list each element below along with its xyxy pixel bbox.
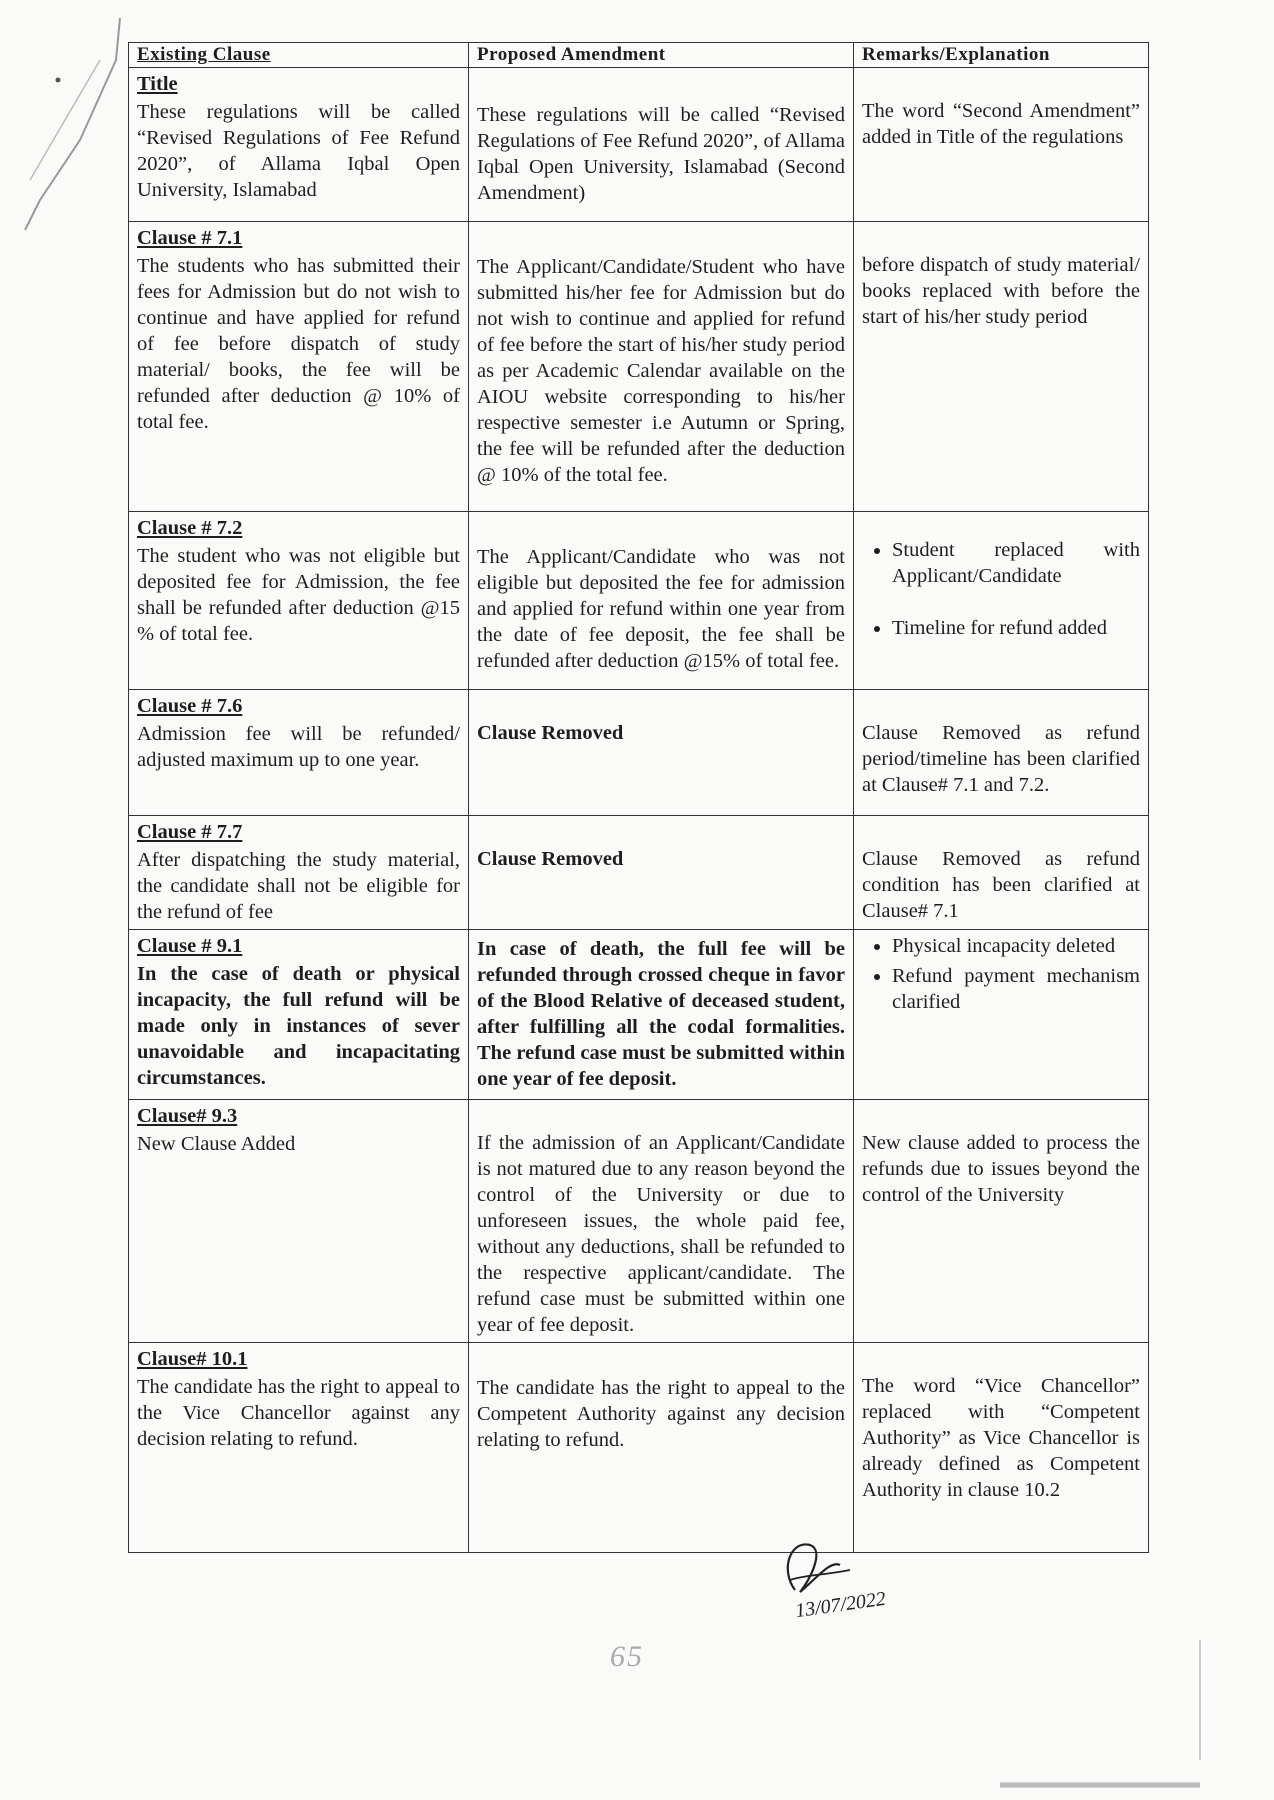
remarks-text: The word “Vice Chancellor” replaced with “Competent Authority” as Vice Chancellor is already defined as Competent Authority in clause 10.2 (862, 1375, 1140, 1501)
table-row (129, 512, 1149, 690)
clause-heading: Clause # 7.1 (137, 227, 243, 249)
remarks-cell (854, 222, 1149, 512)
clause-heading: Clause# 10.1 (137, 1348, 248, 1370)
clause-heading: Clause # 9.1 (137, 935, 243, 957)
clause-heading: Clause# 9.3 (137, 1105, 238, 1127)
existing-clause-text: In the case of death or physical incapacity, the full refund will be made only in instances of sever unavoidable and incapacitating circumstances. (137, 963, 460, 1089)
table-row (129, 816, 1149, 930)
table-header-row (129, 43, 1149, 68)
remarks-cell (854, 512, 1149, 690)
clause-heading: Clause # 7.2 (137, 517, 243, 539)
existing-clause-text: The candidate has the right to appeal to the Vice Chancellor against any decision relating to refund. (137, 1376, 460, 1450)
clause-heading: Title (137, 73, 178, 95)
header-existing-clause: Existing Clause (129, 43, 469, 68)
table-row (129, 1343, 1149, 1553)
table-row (129, 1100, 1149, 1343)
proposed-amendment-text: Clause Removed (477, 722, 624, 744)
header-remarks: Remarks/Explanation (854, 43, 1149, 68)
remarks-cell (854, 68, 1149, 222)
existing-clause-text: These regulations will be called “Revised Regulations of Fee Refund 2020”, of Allama Iqbal Open University, Islamabad (137, 101, 460, 201)
proposed-amendment-text: If the admission of an Applicant/Candidate is not matured due to any reason beyond the control of the University or due to unforeseen issues, the whole paid fee, without any deductions, shall be refunded to the respective applicant/candidate. The refund case must be submitted within one year of fee deposit. (477, 1132, 845, 1336)
table-row (129, 68, 1149, 222)
existing-clause-text: New Clause Added (137, 1133, 296, 1155)
existing-clause-cell (129, 512, 469, 690)
remarks-cell (854, 930, 1149, 1100)
remarks-text: Clause Removed as refund period/timeline has been clarified at Clause# 7.1 and 7.2. (862, 722, 1140, 796)
table-row (129, 930, 1149, 1100)
table-row (129, 222, 1149, 512)
remarks-text: New clause added to process the refunds due to issues beyond the control of the University (862, 1132, 1140, 1206)
scan-dot (56, 78, 61, 83)
remarks-bullet: • Student replaced with Applicant/Candidate (892, 537, 1140, 589)
existing-clause-cell (129, 1100, 469, 1343)
existing-clause-cell (129, 690, 469, 816)
clause-heading: Clause # 7.6 (137, 695, 243, 717)
remarks-cell (854, 1343, 1149, 1553)
proposed-amendment-text: In case of death, the full fee will be refunded through crossed cheque in favor of the Blood Relative of deceased student, after fulfilling all the codal formalities. The refund case must be submitted within one year of fee deposit. (477, 938, 845, 1090)
proposed-amendment-cell (469, 512, 854, 690)
remarks-text: Clause Removed as refund condition has been clarified at Clause# 7.1 (862, 848, 1140, 922)
existing-clause-cell (129, 68, 469, 222)
proposed-amendment-cell (469, 1100, 854, 1343)
existing-clause-text: The student who was not eligible but deposited fee for Admission, the fee shall be refunded after deduction @15 % of total fee. (137, 545, 460, 645)
existing-clause-text: The students who has submitted their fees for Admission but do not wish to continue and have applied for refund of fee before dispatch of study material/ books, the fee will be refunded after deduction @ 10% of total fee. (137, 255, 460, 433)
proposed-amendment-cell (469, 222, 854, 512)
signature-mark (770, 1520, 890, 1600)
proposed-amendment-cell (469, 68, 854, 222)
remarks-cell (854, 816, 1149, 930)
existing-clause-cell (129, 816, 469, 930)
scan-mark-line (25, 18, 120, 230)
existing-clause-text: After dispatching the study material, the candidate shall not be eligible for the refund of fee (137, 849, 460, 923)
remarks-text: before dispatch of study material/ books replaced with before the start of his/her study period (862, 254, 1140, 328)
remarks-bullet: • Refund payment mechanism clarified (892, 963, 1140, 1015)
existing-clause-cell (129, 1343, 469, 1553)
existing-clause-cell (129, 222, 469, 512)
proposed-amendment-cell (469, 930, 854, 1100)
proposed-amendment-text: Clause Removed (477, 848, 624, 870)
proposed-amendment-text: The Applicant/Candidate who was not eligible but deposited the fee for admission and applied for refund within one year from the date of fee deposit, the fee shall be refunded after deduction @15% of total fee. (477, 546, 845, 672)
header-proposed-amendment: Proposed Amendment (469, 43, 854, 68)
remarks-bullet-list (862, 933, 1140, 1015)
proposed-amendment-cell (469, 690, 854, 816)
remarks-text: The word “Second Amendment” added in Title of the regulations (862, 100, 1140, 148)
remarks-cell (854, 690, 1149, 816)
existing-clause-cell (129, 930, 469, 1100)
existing-clause-text: Admission fee will be refunded/ adjusted maximum up to one year. (137, 723, 460, 771)
remarks-bullet-list (862, 537, 1140, 641)
proposed-amendment-text: These regulations will be called “Revised Regulations of Fee Refund 2020”, of Allama Iqbal Open University, Islamabad (Second Amendment) (477, 104, 845, 204)
remarks-bullet: • Physical incapacity deleted (892, 933, 1140, 959)
proposed-amendment-cell (469, 816, 854, 930)
proposed-amendment-text: The Applicant/Candidate/Student who have submitted his/her fee for Admission but do not wish to continue and applied for refund of fee before the start of his/her study period as per Academic Calendar available on the AIOU website corresponding to his/her respective semester i.e Autumn or Spring, the fee will be refunded after the deduction @ 10% of the total fee. (477, 256, 845, 486)
amendment-table (128, 42, 1149, 1553)
proposed-amendment-text: The candidate has the right to appeal to the Competent Authority against any decision relating to refund. (477, 1377, 845, 1451)
remarks-bullet: • Timeline for refund added (892, 615, 1140, 641)
clause-heading: Clause # 7.7 (137, 821, 243, 843)
page-number: 65 (610, 1640, 644, 1673)
table-row (129, 690, 1149, 816)
remarks-cell (854, 1100, 1149, 1343)
signature-date: 13/07/2022 (793, 1587, 888, 1623)
